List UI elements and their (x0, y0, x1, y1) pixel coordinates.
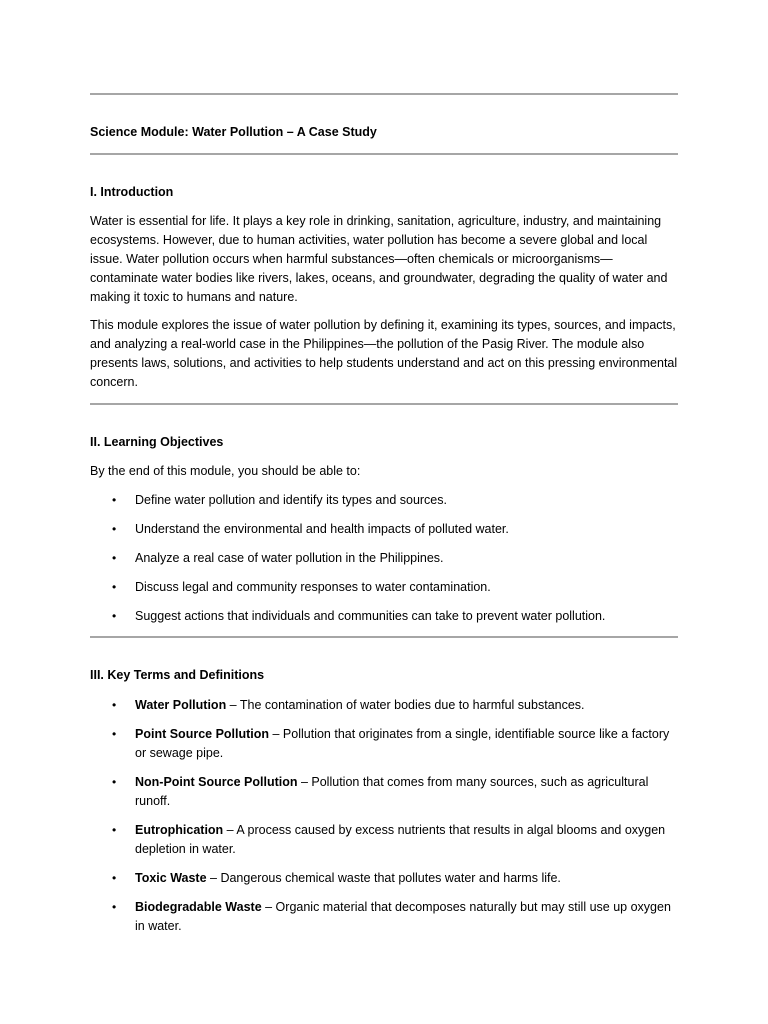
list-item (90, 607, 678, 626)
bullet-icon: • (112, 551, 117, 565)
section-heading-key-terms: III. Key Terms and Definitions (90, 668, 265, 682)
term-definition: – Pollution that originates from a single, identifiable source like a factory or sewage pipe. (135, 727, 670, 760)
list-item (90, 773, 678, 811)
objective-text: Define water pollution and identify its types and sources. (135, 493, 447, 507)
objectives-intro: By the end of this module, you should be able to: (90, 464, 361, 478)
term-label: Toxic Waste (135, 871, 207, 885)
objective-text: Discuss legal and community responses to water contamination. (135, 580, 491, 594)
term-definition: – The contamination of water bodies due to harmful substances. (226, 698, 585, 712)
term-label: Eutrophication (135, 823, 224, 837)
term-definition: – Pollution that comes from many sources, such as agricultural runoff. (135, 775, 649, 808)
list-item (90, 549, 678, 568)
bullet-icon: • (112, 522, 117, 536)
bullet-icon: • (112, 871, 117, 885)
list-item (90, 869, 678, 888)
term-definition: – Organic material that decomposes naturally but may still use up oxygen in water. (135, 900, 671, 933)
objective-text: Analyze a real case of water pollution in the Philippines. (135, 551, 444, 565)
bullet-icon: • (112, 493, 117, 507)
bullet-icon: • (112, 775, 117, 789)
list-item (90, 491, 678, 510)
list-item (90, 696, 678, 715)
bullet-icon: • (112, 900, 117, 914)
list-item (90, 520, 678, 539)
section-heading-objectives: II. Learning Objectives (90, 435, 224, 449)
key-terms-list (90, 696, 678, 936)
list-item (90, 725, 678, 763)
term-label: Water Pollution (135, 698, 227, 712)
bullet-icon: • (112, 698, 117, 712)
section-heading-introduction: I. Introduction (90, 185, 174, 199)
intro-paragraph: This module explores the issue of water pollution by defining it, examining its types, sources, and impacts, and analyzing a real-world case in the Philippines—the pollution of the Pasig River. The module also presents laws, solutions, and activities to help students understand and act on this pressing environmental concern. (90, 318, 678, 389)
list-item (90, 898, 678, 936)
bullet-icon: • (112, 823, 117, 837)
term-label: Point Source Pollution (135, 727, 270, 741)
term-label: Biodegradable Waste (135, 900, 262, 914)
term-label: Non-Point Source Pollution (135, 775, 298, 789)
objective-text: Understand the environmental and health impacts of polluted water. (135, 522, 509, 536)
bullet-icon: • (112, 727, 117, 741)
bullet-icon: • (112, 580, 117, 594)
term-definition: – Dangerous chemical waste that pollutes water and harms life. (206, 871, 561, 885)
intro-paragraph: Water is essential for life. It plays a key role in drinking, sanitation, agriculture, industry, and maintaining ecosystems. However, due to human activities, water pollution has become a severe global and local issue. Water pollution occurs when harmful substances—often chemicals or microorganisms—contaminate water bodies like rivers, lakes, oceans, and groundwater, degrading the quality of water and making it toxic to humans and nature. (90, 214, 668, 304)
objective-text: Suggest actions that individuals and communities can take to prevent water pollution. (135, 609, 606, 623)
bullet-icon: • (112, 609, 117, 623)
term-definition: – A process caused by excess nutrients that results in algal blooms and oxygen depletion in water. (135, 823, 666, 856)
list-item (90, 821, 678, 859)
document-title: Science Module: Water Pollution – A Case Study (90, 125, 377, 139)
objectives-list (90, 491, 678, 626)
list-item (90, 578, 678, 597)
